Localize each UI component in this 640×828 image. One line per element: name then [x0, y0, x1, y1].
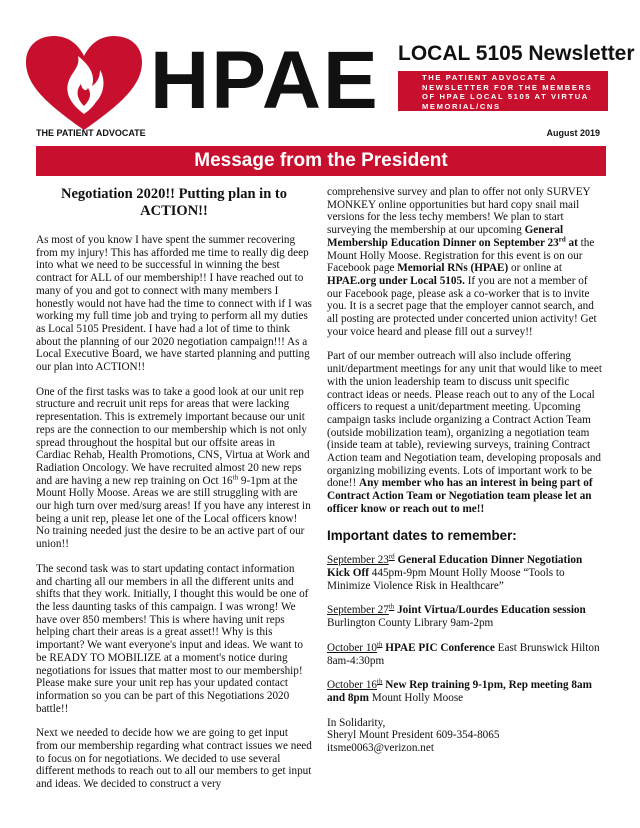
- tagline: THE PATIENT ADVOCATE: [36, 128, 146, 138]
- newsletter-header: [0, 0, 640, 145]
- heart-flame-icon: [24, 36, 144, 132]
- article-title: Negotiation 2020!! Putting plan in to ACTION!!: [61, 186, 287, 219]
- left-column: [36, 186, 312, 803]
- dates-heading: Important dates to remember:: [327, 527, 517, 543]
- date-item: September 23rd General Education Dinner Negotiation Kick Off 445pm-9pm Mount Holly Moose “Tools to Minimize Violence Risk in Healthcare”: [327, 552, 583, 592]
- signature-block: [327, 717, 604, 755]
- signer-email: itsme0063@verizon.net: [327, 742, 434, 755]
- paragraph-survey: comprehensive survey and plan to offer not only SURVEY MONKEY online opportunities but hard copy snail mail versions for the less techy members! We plan to start surveying the membership at our upcoming General Membership Education Dinner on September 23rd at the Mount Holly Moose. Registration for this event is on our Facebook page Memorial RNs (HPAE) or online at HPAE.org under Local 5105. If you are not a member of our Facebook page, please ask a co-worker that is to invite you. It is a secret page that the employer cannot search, and all posting are protected under concerted union activity! Get your voice heard and please fill out a survey!!: [327, 186, 597, 338]
- date-item: October 16th New Rep training 9-1pm, Rep meeting 8am and 8pm Mount Holly Moose: [327, 677, 592, 704]
- right-column: [327, 186, 604, 755]
- closing: In Solidarity,: [327, 716, 386, 729]
- signer-name: Sheryl Mount President 609-354-8065: [327, 729, 500, 742]
- issue-date: August 2019: [546, 128, 600, 138]
- paragraph-member-input: Next we needed to decide how we are going to get input from our membership regarding what contract issues we need to focus on for negotiations. We decided to use several different methods to reach out to all our members to get input and ideas. We decided to construct a very: [36, 727, 312, 791]
- paragraph-contact-info: The second task was to start updating contact information and charting all our members in all the different units and shifts that they work. Initially, I thought this would be one of the less daunting tasks of this campaign. I was wrong! We have over 850 members! This is where having unit reps helping chart their areas is a great asset!! Why is this important? We want everyone's input and ideas. We want to be READY TO MOBILIZE at a moment's notice during negotiations for issues that matter most to our membership! Please make sure your unit rep has your updated contact information so you can be part of this Negotiations 2020 battle!!: [36, 562, 309, 715]
- paragraph-intro: As most of you know I have spent the summer recovering from my injury! This has afforded me time to really dig deep into what we need to be successful in winning the best contract for ALL of our membership!! I have reached out to many of you and got to connect with many members I honestly would not have had the time to connect with if I was working my full time job and trying to perform all my duties as Local 5105 President. I have had a lot of time to think about the planning of our 2020 negotiation campaign!!! As a Local Executive Board, we have started planning and putting our plan into ACTION!!: [36, 234, 312, 374]
- date-item: October 10th HPAE PIC Conference East Brunswick Hilton 8am-4:30pm: [327, 640, 600, 667]
- brand-wordmark: HPAE: [150, 35, 380, 126]
- paragraph-outreach: Part of our member outreach will also include offering unit/department meetings for any unit that would like to meet with the union leadership team to discuss unit specific contract ideas or needs. Please reach out to any of the Local officers to request a unit/department meeting. Upcoming campaign tasks include organizing a Contract Action Team (outside mobilization team), organizing a negotiation team (inside team at table), reviewing surveys, training Contract Action team and Negotiation team, developing proposals and organizing mobilizing events. Lots of important work to be done!! Any member who has an interest in being part of Contract Action Team or Negotiation team please let an officer know or reach out to me!!: [327, 350, 602, 515]
- newsletter-title: LOCAL 5105 Newsletter: [398, 42, 635, 65]
- section-banner: Message from the President: [36, 146, 606, 176]
- newsletter-subtitle: THE PATIENT ADVOCATE A NEWSLETTER FOR THE MEMBERS OF HPAE LOCAL 5105 AT VIRTUA MEMORIAL/CNS: [398, 71, 608, 111]
- paragraph-unit-reps: One of the first tasks was to take a good look at our unit rep structure and recruit unit reps for areas that were lacking representation. This is extremely important because our unit reps are the connection to our membership which is not only spread throughout the hospital but our offsite areas in Cardiac Rehab, Health Promotions, CNS, Virtua at Work and Radiation Oncology. We have recruited almost 20 new reps and are having a new rep training on Oct 16th 9-1pm at the Mount Holly Moose. Areas we are still struggling with are our high turn over med/surg areas! If you have any interest in being a unit rep, please let one of the Local officers know! No training needed just the desire to be an active part of our union!!: [36, 385, 311, 551]
- date-item: September 27th Joint Virtua/Lourdes Education session Burlington County Library 9am-2pm: [327, 602, 586, 630]
